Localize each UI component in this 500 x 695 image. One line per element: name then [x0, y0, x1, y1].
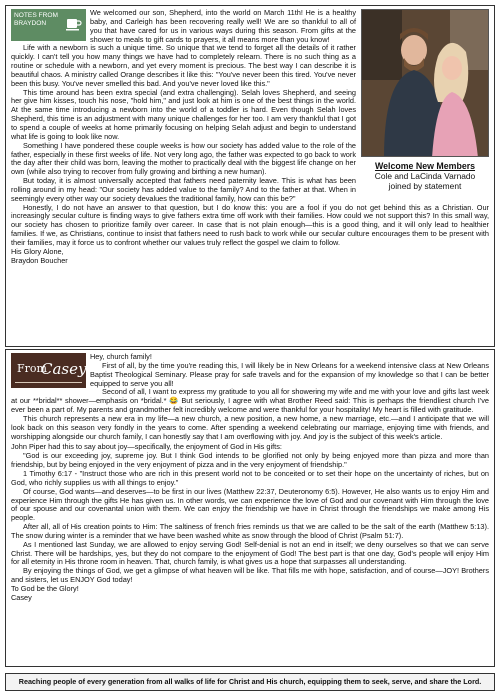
- article-paragraph: As I mentioned last Sunday, we are allowed to enjoy serving God! Self-denial is not an end in itself; we deny ourselves so that we can serve Christ. There will be hardships, yes, but they do not compare to the enjoyment of God! The best part is that one day, God's people will enjoy Him for all eternity in His throne room in heaven. That, church family, is what gives us a hope that surpasses all understanding.: [11, 539, 489, 567]
- caption-names: Cole and LaCinda Varnado: [374, 171, 476, 181]
- article-paragraph: Second of all, I want to express my gratitude to you all for showering my wife and me with your love and gifts last week at our **bridal** shower—emphasis on *bridal.* 😂 But seriously, I agree with what Brother Reed said: This is perhaps the friendliest church I've ever been a part of. My parents and grandmother felt incredibly welcome and were thankful for your hospitality! My heart is filled with gratitude.: [11, 387, 489, 415]
- author-name: Casey: [11, 592, 32, 602]
- article-paragraph: First of all, by the time you're reading this, I will likely be in New Orleans for a weekend intensive class at New Orleans Baptist Theological Seminary. Please pray for safe travels and for the expansion of my knowledge so that I can be better equipped to serve you all!: [90, 360, 489, 388]
- article-paragraph: After all, all of His creation points to Him: The saltiness of french fries reminds us that we are called to be the salt of the earth (Matthew 5:13). The snow during winter is a reminder that we have been washed white as snow through the blood of Christ (Psalm 51:7).: [11, 522, 489, 540]
- badge-casey: Casey: [41, 360, 87, 378]
- author-name: Braydon Boucher: [11, 255, 68, 265]
- mission-footer: Reaching people of every generation from all walks of life for Christ and His church, equipping them to seek, serve, and share the Lord.: [5, 673, 495, 691]
- article-paragraph: But today, it is almost universally accepted that fathers need paternity leave. This is what has been rolling around in my head: "Our society has added value to the family? And to the father at that. When in seemingly every other way our society devalues the traditional family, how can this be?": [11, 176, 356, 203]
- article-paragraph: Honestly, I do not have an answer to that question, but I do know this: you are a fool if you do not get behind this as a Christian. Our increasingly secular culture is finding ways to give fathers extra time off work with their families. How could we not support this? In this small way, our society has chosen to prioritize family over career. In case that is not plain enough—this is a good thing, and it will only lead to healthier families. If we, as Christians, continue to insist that fathers need to rush back to work while our secular culture encourages them to be present with their families, may it force us to confront whether our values truly reflect the gospel we claim to follow.: [11, 202, 489, 247]
- new-members-photo-block: [361, 9, 489, 191]
- greeting: Hey, church family!: [90, 352, 152, 361]
- caption-heading: Welcome New Members: [374, 161, 476, 171]
- article-paragraph: Life with a newborn is such a unique time. So unique that we tend to forget all the details of it rather quickly. I can't tell you how many things we have had to completely relearn. There is no such thing as a routine or schedule with a newborn, and yet every moment is precious. The best way I can describe it is beautiful chaos. A ministry called Orange describes it like this: "You've never been this tired. You've never been this busy. You've never smelled this bad. And you've never loved like this.": [11, 43, 356, 88]
- piper-intro: John Piper had this to say about joy—specifically, the enjoyment of God in His gifts:: [11, 442, 282, 452]
- badge-rule: [15, 382, 82, 383]
- badge-from: From: [17, 362, 47, 375]
- from-casey-badge: [11, 353, 86, 388]
- signoff-line: His Glory Alone,: [11, 246, 64, 256]
- notes-from-braydon-section: [5, 5, 495, 347]
- article-paragraph: Something I have pondered these couple weeks is how our society has added value to the role of the father, especially in these first weeks of life. Not very long ago, the father was expected to go back to work the day after their child was born, leaving the mother to practically deal with the biggest life change on her own (while also trying to recover from fully growing and birthing a new human).: [11, 140, 356, 177]
- signoff-line: To God be the Glory!: [11, 583, 79, 593]
- from-casey-section: [5, 349, 495, 667]
- quote: "God is our exceeding joy, supreme joy. But I think God intends to be glorified not only by being enjoyed more than pizza and more than friendship, but by being enjoyed in the very enjoyment of pizza and in the very enjoyment of friendship.": [11, 451, 489, 470]
- article-paragraph: Of course, God wants—and deserves—to be first in our lives (Matthew 22:37, Deuteronomy 6:5). However, He also wants us to enjoy Him and experience Him through the gifts He has given us. In other words, we can experience the love of God and our covenant with Him through the love of our spouse and our covenantal union with them. We can enjoy the friendship we have in Christ through the friendships we make among His people.: [11, 486, 489, 523]
- caption-line: joined by statement: [388, 181, 462, 191]
- article-paragraph: By enjoying the things of God, we get a glimpse of what heaven will be like. That fills me with hope, satisfaction, and of course—JOY! Brothers and sisters, let us ENJOY God today!: [11, 566, 489, 585]
- new-members-photo: [361, 9, 489, 157]
- scripture-quote: 1 Timothy 6:17 - "Instruct those who are rich in this present world not to be conceited or to set their hope on the uncertainty of riches, but on God, who richly supplies us with all things to enjoy.": [11, 468, 489, 487]
- notes-from-braydon-badge: [11, 9, 86, 41]
- article-paragraph: This church represents a new era in my life—a new church, a new position, a new home, a new marriage, etc.—and I anticipate that we will look back on this season very fondly in the years to come. After spending a weekend celebrating our marriage, enjoying time with friends, and worshipping alongside our church family, I can honestly say that I am overflowing with joy. And joy is the subject of this week's article.: [11, 413, 489, 441]
- coffee-cup-icon: [66, 17, 82, 31]
- article-paragraph: We welcomed our son, Shepherd, into the world on March 11th! He is a healthy baby, and Carleigh has been recovering really well! We are so thankful to all of you that have cared for us in various ways during this season. From gifts at the shower to meals to gift cards to prayers, it all means more than you know!: [90, 8, 356, 44]
- casey-article: [11, 353, 489, 603]
- article-paragraph: This time around has been extra special (and extra challenging). Selah loves Shepherd, and seeing her give him kisses, touch his nose, "hold him," and just look at him is one of the best things in the world. At the same time introducing a newborn into the world of a toddler is hard. Even though Selah loves Shepherd, this time is an adjustment with many unique challenges for her too. I am very thankful that I got to spend a couple of weeks at home primarily focusing on helping Selah adjust and begin to understand what life is going to look like now.: [11, 87, 356, 141]
- badge-label: NOTES FROM BRAYDON: [14, 12, 58, 27]
